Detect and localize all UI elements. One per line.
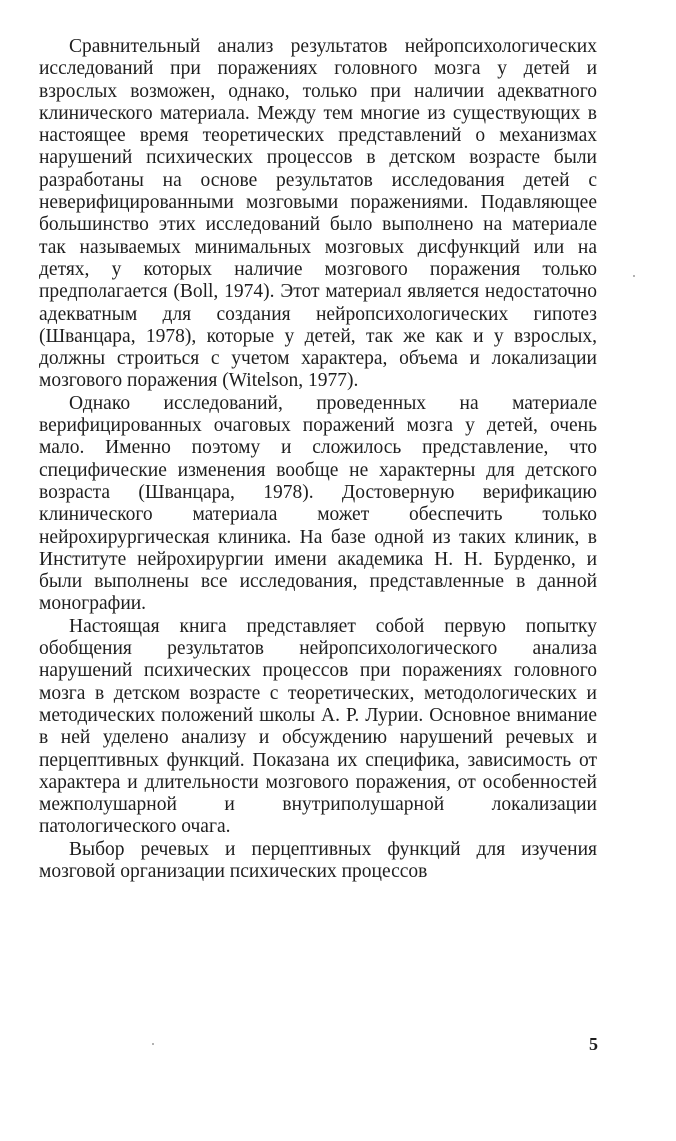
paragraph-3: Настоящая книга представляет собой первую попытку обобщения результатов нейропсихологического анализа нарушений психических процессов при поражениях головного мозга в детском возрасте с теоретических, методологических и методических положений школы А. Р. Лурии. Основное внимание в ней уделено анализу и обсуждению нарушений речевых и перцептивных функций. Показана их специфика, зависимость от характера и длительности мозгового поражения, от особенностей межполушарной и внутриполушарной локализации патологического очага. <box>39 615 597 838</box>
paragraph-1: Сравнительный анализ результатов нейропсихологических исследований при поражениях головного мозга у детей и взрослых возможен, однако, только при наличии адекватного клинического материала. Между тем многие из существующих в настоящее время теоретических представлений о механизмах нарушений психических процессов в детском возрасте были разработаны на основе результатов исследования детей с неверифицированными мозговыми поражениями. Подавляющее большинство этих исследований было выполнено на материале так называемых минимальных мозговых дисфункций или на детях, у которых наличие мозгового поражения только предполагается (Boll, 1974). Этот материал является недостаточно адекватным для создания нейропсихологических гипотез (Шванцара, 1978), которые у детей, так же как и у взрослых, должны строиться с учетом характера, объема и локализации мозгового поражения (Witelson, 1977). <box>39 36 597 392</box>
print-speck <box>152 1043 154 1045</box>
page-number: 5 <box>589 1034 598 1054</box>
paragraph-2: Однако исследований, проведенных на материале верифицированных очаговых поражений мозга у детей, очень мало. Именно поэтому и сложилось представление, что специфические изменения вообще не характерны для детского возраста (Шванцара, 1978). Достоверную верификацию клинического материала может обеспечить только нейрохирургическая клиника. На базе одной из таких клиник, в Институте нейрохирургии имени академика Н. Н. Бурденко, и были выполнены все исследования, представленные в данной монографии. <box>39 392 597 615</box>
body-text <box>39 36 597 883</box>
paragraph-4: Выбор речевых и перцептивных функций для изучения мозговой организации психических процессов <box>39 838 597 882</box>
print-speck <box>633 275 635 277</box>
